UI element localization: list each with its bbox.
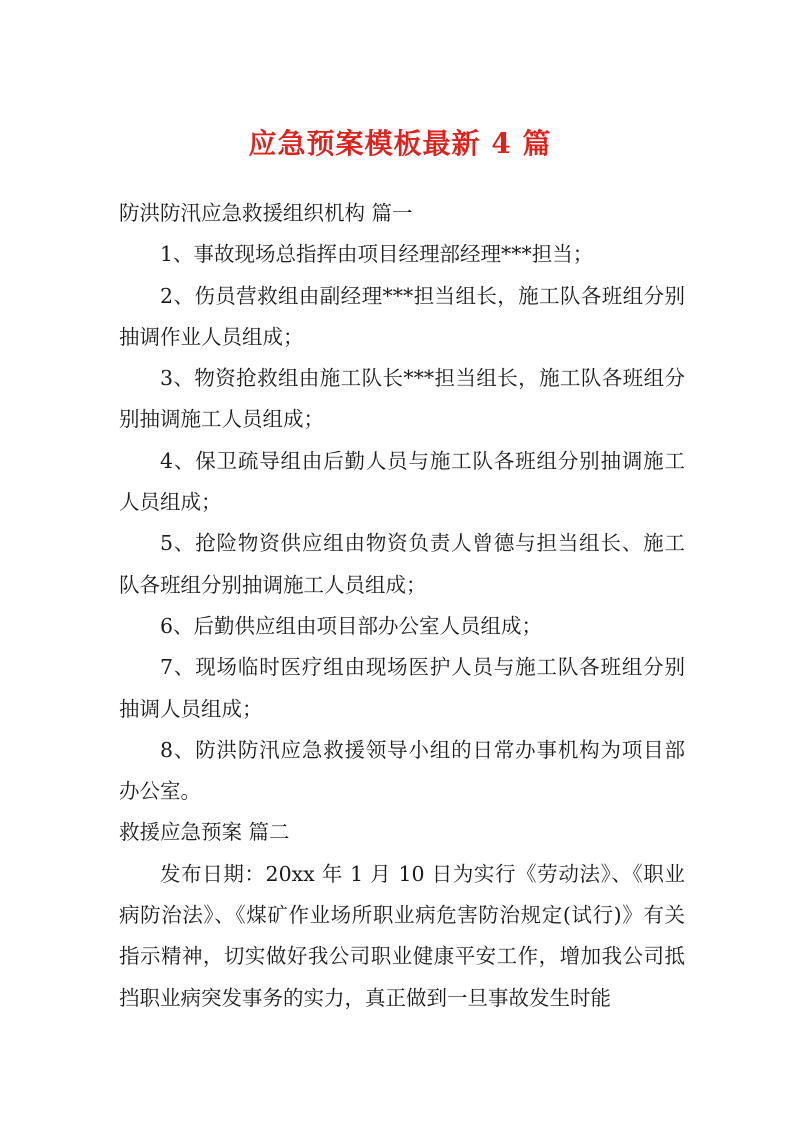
list-item: 8、防洪防汛应急救援领导小组的日常办事机构为项目部办公室。	[119, 737, 685, 804]
document-body	[119, 193, 685, 1019]
section-heading-2: 救援应急预案 篇二	[119, 820, 290, 845]
list-item: 6、后勤供应组由项目部办公室人员组成；	[160, 613, 543, 638]
list-item: 2、伤员营救组由副经理***担当组长，施工队各班组分别抽调作业人员组成；	[119, 283, 685, 349]
list-item: 7、现场临时医疗组由现场医护人员与施工队各班组分别抽调人员组成；	[119, 655, 685, 721]
document-title: 应急预案模板最新 4 篇	[248, 127, 552, 160]
list-item: 5、抢险物资供应组由物资负责人曾德与担当组长、施工队各班组分别抽调施工人员组成；	[119, 531, 685, 597]
list-item: 3、物资抢救组由施工队长***担当组长，施工队各班组分别抽调施工人员组成；	[119, 366, 685, 432]
section-heading-1: 防洪防汛应急救援组织机构 篇一	[119, 201, 413, 225]
list-item: 1、事故现场总指挥由项目经理部经理***担当；	[160, 242, 594, 267]
list-item: 4、保卫疏导组由后勤人员与施工队各班组分别抽调施工人员组成；	[119, 448, 685, 515]
body-paragraph: 发布日期：20xx 年 1 月 10 日为实行《劳动法》、《职业病防治法》、《煤矿作业场所职业病危害防治规定(试行)》有关指示精神，切实做好我公司职业健康平安工作，增加我公司抵挡职业病突发事务的实力，真正做到一旦事故发生时能	[119, 861, 685, 1010]
